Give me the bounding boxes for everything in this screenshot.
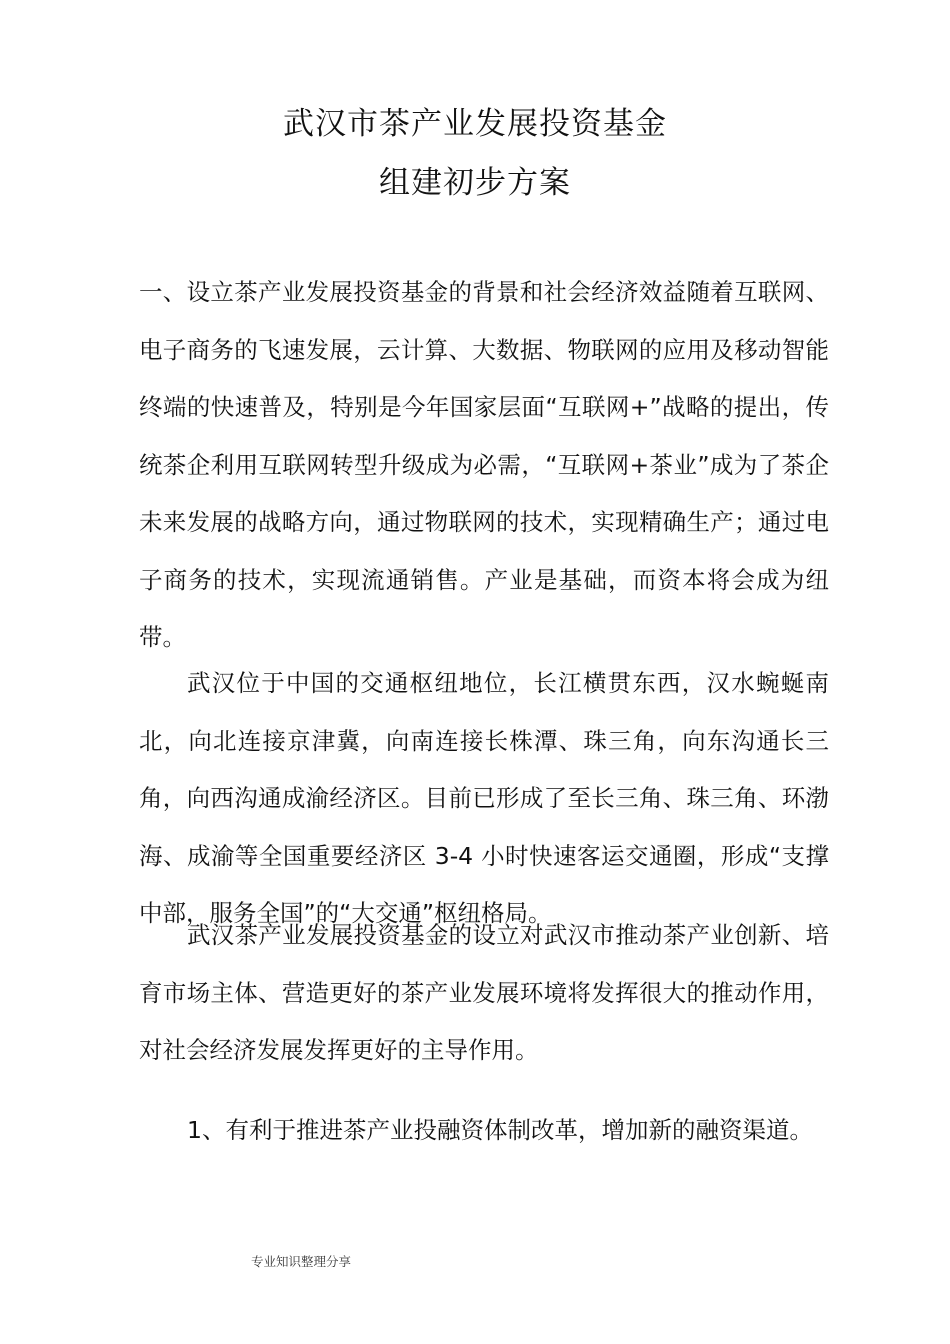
paragraph-fund-effect: 武汉茶产业发展投资基金的设立对武汉市推动茶产业创新、培育市场主体、营造更好的茶产业发展环境将发挥很大的推动作用，对社会经济发展发挥更好的主导作用。	[139, 921, 829, 1064]
paragraph-wuhan-location: 武汉位于中国的交通枢纽地位，长江横贯东西，汉水蜿蜒南北，向北连接京津冀，向南连接长株潭、珠三角，向东沟通长三角，向西沟通成渝经济区。目前已形成了至长三角、珠三角、环渤海、成渝等全国重要经济区 3-4 小时快速客运交通圈，形成“支撑中部，服务全国”的“大交通”枢纽格局。	[139, 669, 829, 927]
document-title-line1: 武汉市茶产业发展投资基金	[283, 106, 667, 142]
paragraph-background: 一、设立茶产业发展投资基金的背景和社会经济效益随着互联网、电子商务的飞速发展，云计算、大数据、物联网的应用及移动智能终端的快速普及，特别是今年国家层面“互联网+”战略的提出，传统茶企利用互联网转型升级成为必需，“互联网+茶业”成为了茶企未来发展的战略方向，通过物联网的技术，实现精确生产；通过电子商务的技术，实现流通销售。产业是基础，而资本将会成为纽带。	[139, 278, 829, 651]
paragraph-point-1: 1、有利于推进茶产业投融资体制改革，增加新的融资渠道。	[187, 1116, 813, 1144]
document-title-line2: 组建初步方案	[379, 165, 571, 201]
page-footer: 专业知识整理分享	[251, 1254, 352, 1269]
